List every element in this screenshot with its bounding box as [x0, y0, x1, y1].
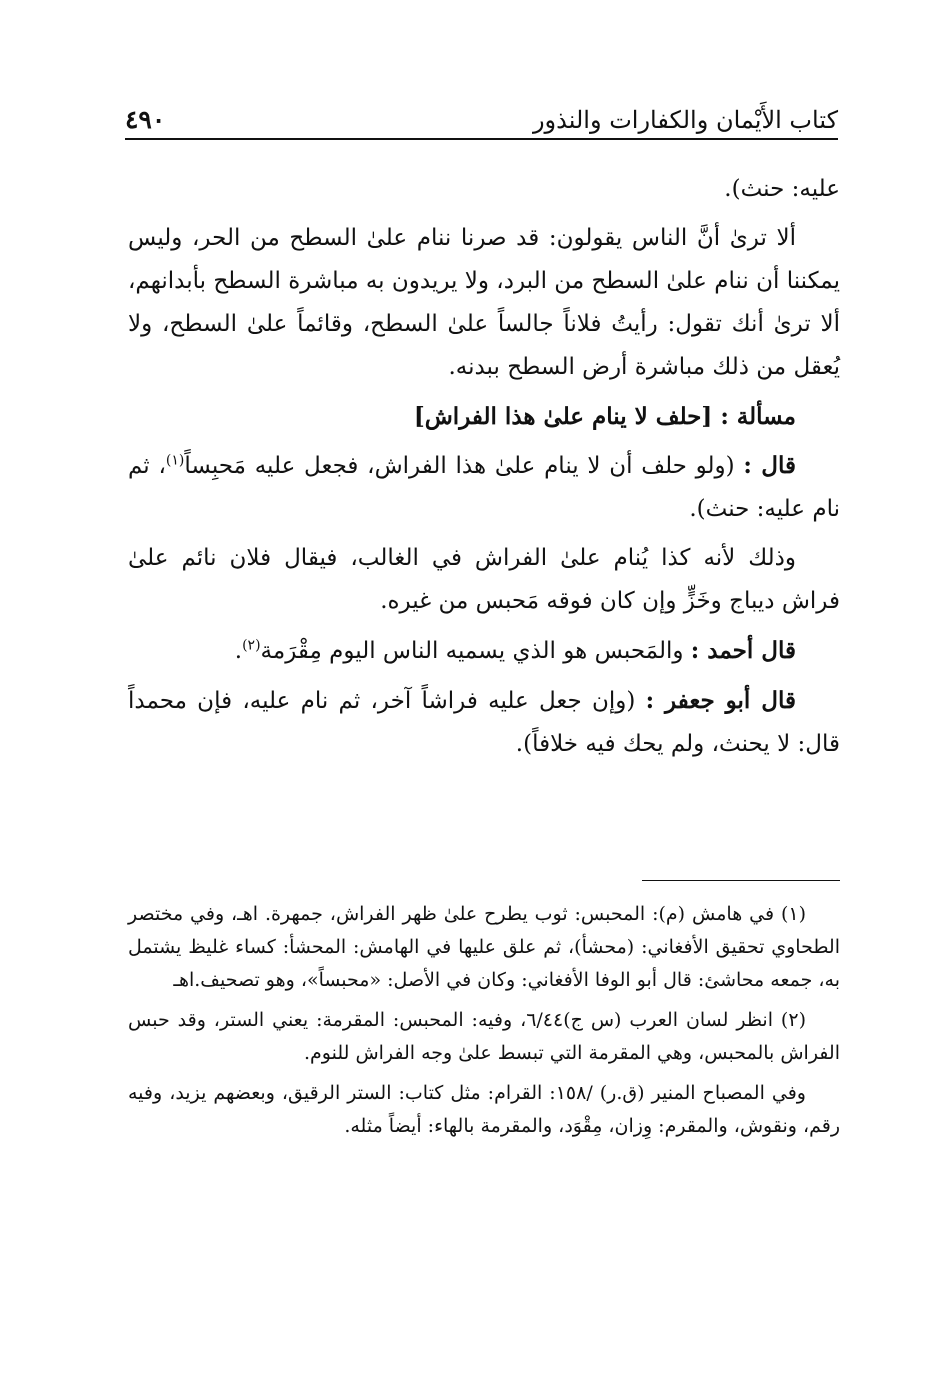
footnote-ref-2: (٢): [242, 637, 261, 654]
quote-text: (ولو حلف أن لا ينام علىٰ هذا الفراش، فجعل عليه مَحبِساً: [184, 453, 735, 479]
heading-label: مسألة :: [720, 403, 796, 430]
footnote-2-continued: وفي المصباح المنير (ق.ر) /١٥٨: القرام: مثل كتاب: الستر الرقيق، وبعضهم يزيد، وفيه رقم، ونقوش، والمقرم: وِزان، مِقْوَد، والمقرمة بالهاء: أيضاً مثله.: [128, 1082, 840, 1137]
page-header: [125, 96, 838, 140]
paragraph-2: ألا ترىٰ أنَّ الناس يقولون: قد صرنا ننام علىٰ السطح من الحر، وليس يمكننا أن ننام علىٰ السطح من البرد، ولا يريدون به مباشرة السطح بأبدانهم، ألا ترىٰ أنك تقول: رأيتُ فلاناً جالساً علىٰ السطح، وقائماً علىٰ السطح، ولا يُعقل من ذلك مباشرة أرض السطح ببدنه.: [128, 225, 840, 380]
paragraph-6: [128, 679, 840, 766]
page-number: ٤٩٠: [125, 105, 166, 134]
quote-text: (وإن جعل عليه فراشاً آخر، ثم نام عليه، فإن محمداً قال: لا يحنث، ولم يحك فيه خلافاً).: [128, 688, 840, 757]
footnote-separator: [642, 880, 840, 881]
footnote-ref-1: (١): [165, 452, 185, 469]
heading-text: [حلف لا ينام علىٰ هذا الفراش]: [413, 403, 713, 430]
footnotes: [128, 898, 840, 1150]
footnote-2: (٢) انظر لسان العرب (س ج)٦/٤٤، وفيه: المحبس: المقرمة: يعني الستر، وقد حبس الفراش بالمحبس، وهي المقرمة التي تبسط علىٰ وجه الفراش للنوم.: [128, 1009, 840, 1064]
paragraph-3: [128, 444, 840, 531]
quote-text: والمَحبس هو الذي يسميه الناس اليوم مِقْرَمة: [260, 638, 684, 664]
section-heading: [128, 395, 840, 438]
running-title: كتاب الأَيْمان والكفارات والنذور: [532, 106, 838, 134]
paragraph-5: [128, 629, 840, 673]
speaker-label: قال أبو جعفر :: [645, 687, 796, 714]
speaker-label: قال أحمد :: [690, 637, 796, 664]
footnote-1: (١) في هامش (م): المحبس: ثوب يطرح علىٰ ظهر الفراش، جمهرة. اهـ، وفي مختصر الطحاوي تحقيق الأفغاني: (محشأ)، ثم علق عليها في الهامش: المحشأ: كساء غليظ يشتمل به، جمعه محاشئ: قال أبو الوفا الأفغاني: وكان في الأصل: «محبساً»، وهو تصحيف.اهـ: [128, 903, 840, 991]
quote-end: .: [234, 638, 243, 664]
main-text: [128, 168, 840, 772]
speaker-label: قال :: [743, 452, 796, 479]
paragraph-1: عليه: حنث).: [724, 176, 840, 202]
paragraph-4: وذلك لأنه كذا يُنام علىٰ الفراش في الغالب، فيقال فلان نائم علىٰ فراش ديباج وخَزٍّ وإن كان فوقه مَحبس من غيره.: [128, 545, 840, 614]
quote-end: ، ثم نام عليه: حنث).: [128, 453, 840, 522]
